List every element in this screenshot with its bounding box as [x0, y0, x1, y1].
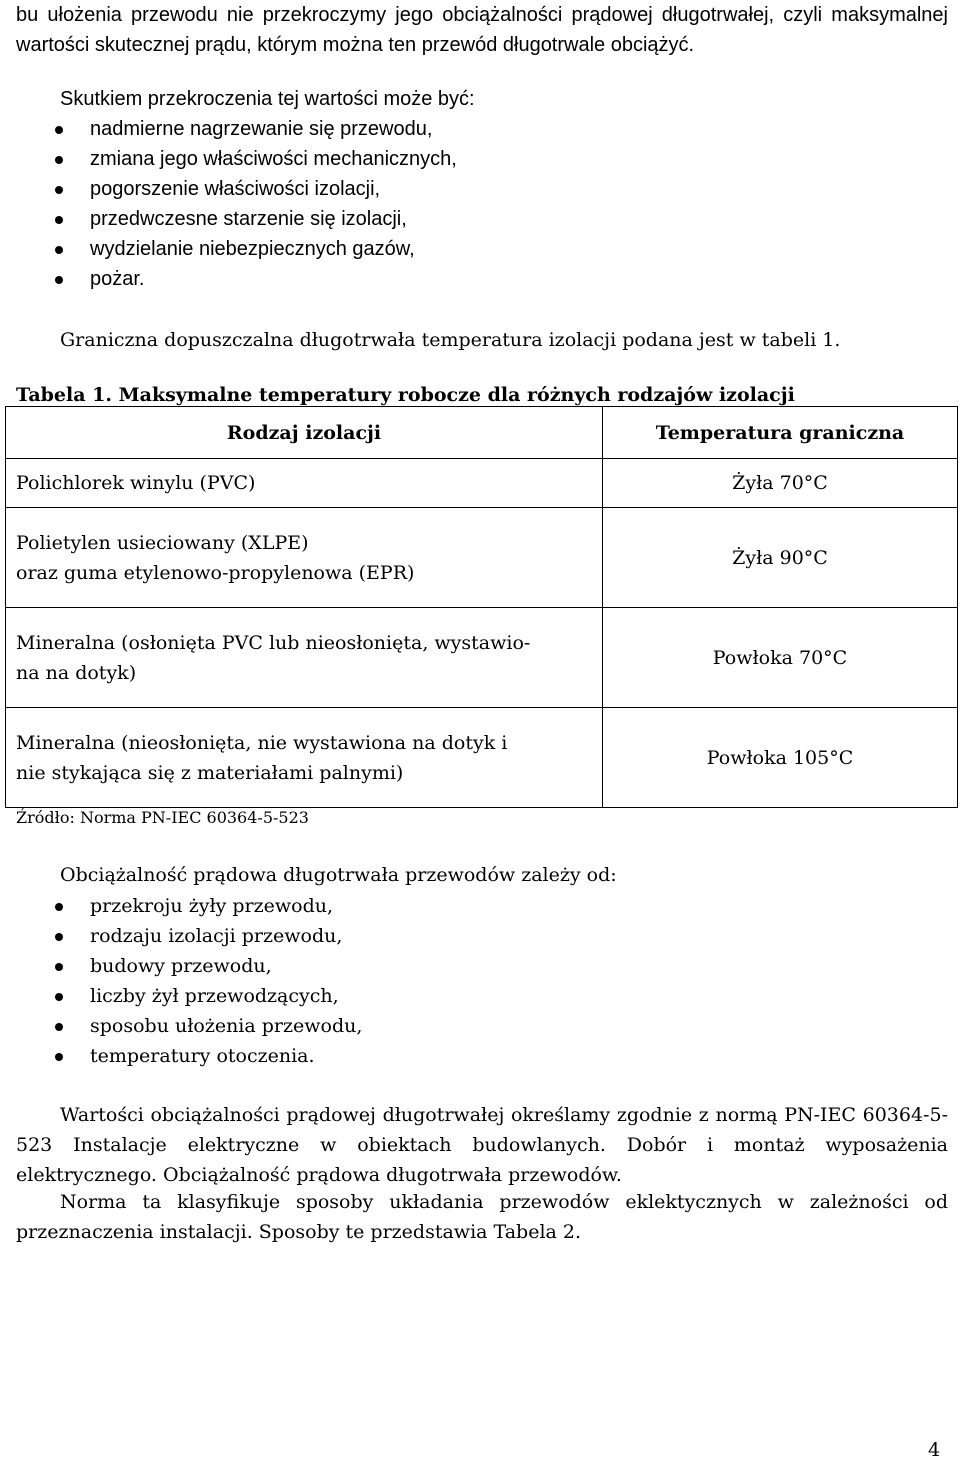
list-item: [0, 951, 362, 981]
insulation-type-cell: [6, 708, 603, 808]
table-caption: Tabela 1. Maksymalne temperatury robocze dla różnych rodzajów izolacji: [16, 384, 795, 406]
list-item-text: temperatury otoczenia.: [90, 1045, 315, 1067]
table-row: [6, 459, 958, 508]
methods-paragraph: Norma ta klasyfikuje sposoby układania przewodów eklektycznych w zależności od przeznaczenia instalacji. Sposoby te przedstawia Tabela 2.: [16, 1191, 948, 1243]
temperature-cell: Powłoka 70°C: [603, 608, 958, 708]
list-item-text: sposobu ułożenia przewodu,: [90, 1015, 363, 1037]
list-item: [0, 144, 457, 174]
cell-line: Polichlorek winylu (PVC): [16, 472, 256, 494]
list-item-text: budowy przewodu,: [90, 955, 272, 977]
list-item-text: pogorszenie właściwości izolacji,: [90, 178, 381, 200]
bullet-icon: [55, 993, 63, 1001]
effects-list: [0, 114, 457, 294]
list-item: [0, 234, 457, 264]
temperature-cell: Żyła 90°C: [603, 508, 958, 608]
effects-intro: Skutkiem przekroczenia tej wartości może być:: [60, 88, 475, 110]
list-item-text: przedwczesne starzenie się izolacji,: [90, 208, 407, 230]
bullet-icon: [55, 246, 63, 254]
bullet-icon: [55, 186, 63, 194]
list-item: [0, 114, 457, 144]
bullet-icon: [55, 1023, 63, 1031]
insulation-temperature-table: [5, 406, 958, 808]
table-row: [6, 708, 958, 808]
table-row: [6, 608, 958, 708]
list-item-text: zmiana jego właściwości mechanicznych,: [90, 148, 457, 170]
list-item-text: liczby żył przewodzących,: [90, 985, 339, 1007]
insulation-type-cell: [6, 608, 603, 708]
capacity-intro: Obciążalność prądowa długotrwała przewodów zależy od:: [60, 864, 617, 886]
norm-paragraph: Wartości obciążalności prądowej długotrwałej określamy zgodnie z normą PN-IEC 60364-5-523 Instalacje elektryczne w obiektach budowlanych. Dobór i montaż wyposażenia elektrycznego. Obciążalność prądowa długotrwała przewodów.: [16, 1104, 948, 1186]
insulation-type-cell: [6, 459, 603, 508]
table-source: Źródło: Norma PN-IEC 60364-5-523: [16, 808, 309, 827]
list-item: [0, 1011, 362, 1041]
list-item: [0, 204, 457, 234]
bullet-icon: [55, 903, 63, 911]
limit-temperature-sentence: Graniczna dopuszczalna długotrwała temperatura izolacji podana jest w tabeli 1.: [60, 329, 841, 351]
bullet-icon: [55, 216, 63, 224]
insulation-type-cell: [6, 508, 603, 608]
table-header-row: [6, 407, 958, 459]
list-item: [0, 1041, 362, 1071]
bullet-icon: [55, 276, 63, 284]
list-item-text: rodzaju izolacji przewodu,: [90, 925, 343, 947]
list-item: [0, 174, 457, 204]
cell-line: Polietylen usieciowany (XLPE): [16, 531, 309, 554]
list-item-text: wydzielanie niebezpiecznych gazów,: [90, 238, 415, 260]
table-row: [6, 508, 958, 608]
bullet-icon: [55, 933, 63, 941]
temperature-cell: Żyła 70°C: [603, 459, 958, 508]
cell-line: Mineralna (nieosłonięta, nie wystawiona na dotyk i: [16, 731, 508, 754]
list-item: [0, 921, 362, 951]
list-item: [0, 981, 362, 1011]
list-item: [0, 264, 457, 294]
page-number: 4: [928, 1439, 941, 1461]
header-insulation-type: Rodzaj izolacji: [6, 407, 603, 459]
cell-line: nie stykająca się z materiałami palnymi): [16, 761, 404, 784]
cell-line: na na dotyk): [16, 661, 137, 684]
list-item-text: przekroju żyły przewodu,: [90, 895, 334, 917]
list-item-text: nadmierne nagrzewanie się przewodu,: [90, 118, 433, 140]
list-item: [0, 891, 362, 921]
bullet-icon: [55, 963, 63, 971]
header-limit-temperature: Temperatura graniczna: [603, 407, 958, 459]
bullet-icon: [55, 126, 63, 134]
capacity-factors-list: [0, 891, 362, 1071]
continuation-paragraph: bu ułożenia przewodu nie przekroczymy jego obciążalności prądowej długotrwałej, czyli maksymalnej wartości skutecznej prądu, którym można ten przewód długotrwale obciążyć.: [16, 4, 948, 56]
bullet-icon: [55, 156, 63, 164]
temperature-cell: Powłoka 105°C: [603, 708, 958, 808]
cell-line: oraz guma etylenowo-propylenowa (EPR): [16, 561, 415, 584]
bullet-icon: [55, 1053, 63, 1061]
list-item-text: pożar.: [90, 268, 145, 290]
cell-line: Mineralna (osłonięta PVC lub nieosłonięta, wystawio-: [16, 631, 531, 654]
